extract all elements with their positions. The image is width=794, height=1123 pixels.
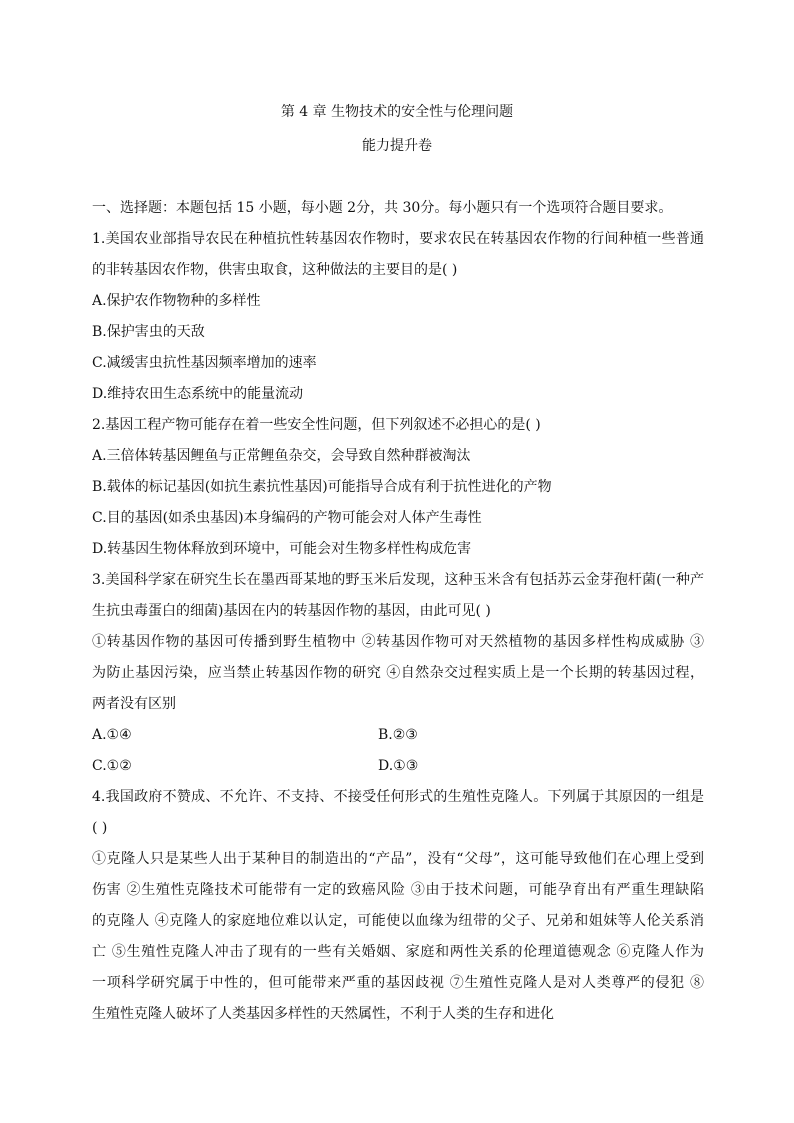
question-2-option-a: A.三倍体转基因鲤鱼与正常鲤鱼杂交，会导致自然种群被淘汰 — [92, 448, 471, 464]
question-2-stem: 2.基因工程产物可能存在着一些安全性问题，但下列叙述不必担心的是( ) — [92, 417, 541, 433]
question-1-stem: 的非转基因农作物，供害虫取食，这种做法的主要目的是( ) — [92, 262, 458, 278]
question-3-stem: 3.美国科学家在研究生长在墨西哥某地的野玉米后发现，这种玉米含有包括苏云金芽孢杆菌(一种产 — [92, 572, 704, 588]
question-2-option-b: B.载体的标记基因(如抗生素抗性基因)可能指导合成有利于抗性进化的产物 — [92, 479, 552, 495]
question-3-option-a: A.①④ — [92, 727, 132, 743]
document-body — [92, 193, 704, 1030]
question-1-option-a: A.保护农作物物种的多样性 — [92, 293, 261, 309]
chapter-title: 第 4 章 生物技术的安全性与伦理问题 — [280, 104, 514, 120]
question-4-stem: 4.我国政府不赞成、不允许、不支持、不接受任何形式的生殖性克隆人。下列属于其原因的一组是 — [92, 789, 704, 805]
question-4-stem: ( ) — [92, 820, 108, 836]
question-3-statements: ①转基因作物的基因可传播到野生植物中 ②转基因作物可对天然植物的基因多样性构成威胁 ③ — [92, 634, 704, 650]
question-1-option-c: C.减缓害虫抗性基因频率增加的速率 — [92, 355, 317, 371]
question-3-option-b: B.②③ — [378, 727, 418, 743]
question-4-statements: 的克隆人 ④克隆人的家庭地位难以认定，可能使以血缘为纽带的父子、兄弟和姐妹等人伦关系消 — [92, 913, 704, 929]
question-3-statements: 为防止基因污染，应当禁止转基因作物的研究 ④自然杂交过程实质上是一个长期的转基因过程， — [92, 665, 704, 681]
section-instruction: 一、选择题：本题包括 15 小题，每小题 2分，共 30分。每小题只有一个选项符合题目要求。 — [92, 200, 673, 216]
question-4-statements: 生殖性克隆人破坏了人类基因多样性的天然属性，不利于人类的生存和进化 — [92, 1006, 554, 1022]
question-4-statements: ①克隆人只是某些人出于某种目的制造出的“产品”，没有“父母”，这可能导致他们在心理上受到 — [92, 851, 704, 867]
exam-subtitle: 能力提升卷 — [362, 138, 432, 154]
question-1-option-d: D.维持农田生态系统中的能量流动 — [92, 386, 304, 402]
question-2-option-c: C.目的基因(如杀虫基因)本身编码的产物可能会对人体产生毒性 — [92, 510, 482, 526]
question-3-statements: 两者没有区别 — [92, 696, 176, 712]
question-4-statements: 亡 ⑤生殖性克隆人冲击了现有的一些有关婚姻、家庭和两性关系的伦理道德观念 ⑥克隆人作为 — [92, 944, 704, 960]
question-4-statements: 伤害 ②生殖性克隆技术可能带有一定的致癌风险 ③由于技术问题，可能孕育出有严重生理缺陷 — [92, 882, 704, 898]
question-3-option-c: C.①② — [92, 758, 132, 774]
question-1-stem: 1.美国农业部指导农民在种植抗性转基因农作物时，要求农民在转基因农作物的行间种植一些普通 — [92, 231, 704, 247]
question-1-option-b: B.保护害虫的天敌 — [92, 324, 205, 340]
question-4-statements: 一项科学研究属于中性的，但可能带来严重的基因歧视 ⑦生殖性克隆人是对人类尊严的侵犯 ⑧ — [92, 975, 704, 991]
question-3-stem: 生抗虫毒蛋白的细菌)基因在内的转基因作物的基因，由此可见( ) — [92, 603, 491, 619]
question-3-options-row — [92, 720, 704, 751]
question-3-option-d: D.①③ — [378, 758, 419, 774]
question-3-options-row — [92, 751, 704, 782]
question-2-option-d: D.转基因生物体释放到环境中，可能会对生物多样性构成危害 — [92, 541, 472, 557]
